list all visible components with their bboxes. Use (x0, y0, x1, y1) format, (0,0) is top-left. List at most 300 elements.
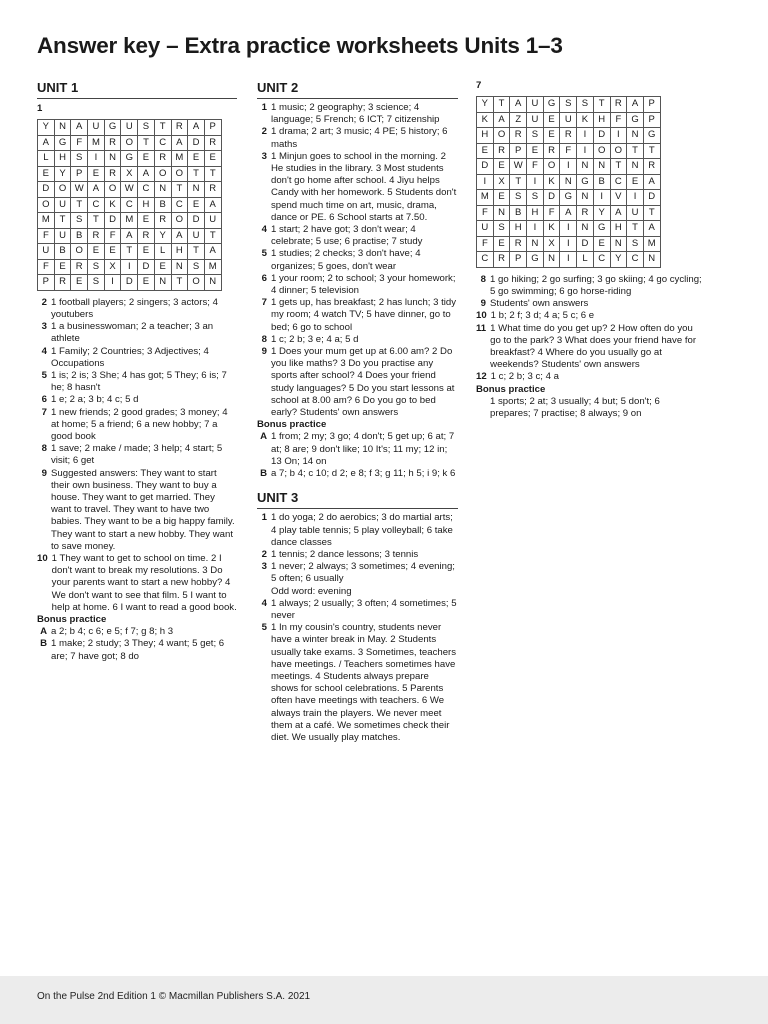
grid-cell: T (138, 135, 155, 151)
grid-cell: U (54, 228, 71, 244)
grid-cell: R (510, 128, 527, 144)
grid-cell: F (560, 143, 577, 159)
grid-cell: S (627, 236, 644, 252)
grid-cell: G (577, 174, 594, 190)
grid-cell: T (188, 166, 205, 182)
grid-cell: A (88, 182, 105, 198)
grid-cell: A (38, 135, 55, 151)
grid-cell: T (54, 213, 71, 229)
grid-cell: D (477, 159, 494, 175)
grid-cell: S (577, 97, 594, 113)
grid-cell: K (477, 112, 494, 128)
grid-cell: T (171, 182, 188, 198)
answer-item (257, 248, 458, 272)
answer-item (37, 407, 237, 444)
grid-cell: M (204, 259, 221, 275)
grid-row (38, 228, 222, 244)
grid-cell: P (71, 166, 88, 182)
grid-cell: P (643, 112, 660, 128)
grid-cell: S (560, 97, 577, 113)
answer-number: 8 (261, 333, 267, 345)
answer-number: 5 (261, 248, 267, 260)
grid-cell: N (610, 236, 627, 252)
grid-cell: H (54, 151, 71, 167)
grid-cell: O (104, 182, 121, 198)
grid-cell: E (593, 236, 610, 252)
grid-row (38, 182, 222, 198)
grid-cell: S (138, 120, 155, 136)
answer-number: 4 (41, 345, 47, 357)
grid-cell: R (543, 143, 560, 159)
answer-number: 1 (261, 512, 267, 524)
grid-cell: R (610, 97, 627, 113)
answer-number: 3 (41, 321, 47, 333)
grid-cell: R (154, 213, 171, 229)
grid-cell: B (154, 197, 171, 213)
grid-cell: M (171, 151, 188, 167)
page-header (0, 0, 768, 68)
grid-cell: F (477, 236, 494, 252)
answer-text: 1 b; 2 f; 3 d; 4 a; 5 c; 6 e (490, 310, 595, 322)
page-title: Answer key – Extra practice worksheets Units 1–3 (37, 33, 563, 58)
grid-cell: E (204, 151, 221, 167)
grid-cell: D (138, 259, 155, 275)
grid-row (38, 166, 222, 182)
grid-cell: R (510, 236, 527, 252)
grid-cell: R (104, 135, 121, 151)
grid-cell: P (510, 143, 527, 159)
grid-cell: Y (593, 205, 610, 221)
grid-cell: L (38, 151, 55, 167)
answer-number: A (260, 431, 267, 443)
answer-text: 1 studies; 2 checks; 3 don't have; 4 organizes; 5 goes, don't wear (271, 248, 421, 272)
answer-text: Students' own answers (490, 298, 589, 310)
grid-cell: B (71, 228, 88, 244)
answer-number: 7 (41, 406, 47, 418)
grid-cell: O (171, 213, 188, 229)
grid-cell: V (610, 190, 627, 206)
grid-cell: O (38, 197, 55, 213)
answer-item (37, 346, 237, 370)
grid-cell: T (71, 197, 88, 213)
grid-cell: E (493, 159, 510, 175)
answer-number: B (260, 468, 267, 480)
grid-cell: D (38, 182, 55, 198)
unit2-heading: UNIT 2 (257, 80, 458, 99)
grid-cell: D (188, 135, 205, 151)
grid-cell: A (71, 120, 88, 136)
grid-cell: E (543, 112, 560, 128)
answer-text: a 7; b 4; c 10; d 2; e 8; f 3; g 11; h 5; i 9; k 6 (271, 468, 456, 480)
grid-cell: R (88, 228, 105, 244)
grid-cell: G (527, 252, 544, 268)
grid-cell: A (560, 205, 577, 221)
answer-text: 1 tennis; 2 dance lessons; 3 tennis (271, 548, 419, 560)
grid-cell: A (171, 228, 188, 244)
answer-item (476, 371, 702, 383)
grid-cell: N (188, 182, 205, 198)
grid-cell: H (610, 221, 627, 237)
grid-cell: U (627, 205, 644, 221)
answer-item (476, 274, 702, 298)
answer-item (37, 443, 237, 467)
answer-item (257, 561, 458, 585)
answer-text: 1 gets up, has breakfast; 2 has lunch; 3 tidy my room; 4 watch TV; 5 have dinner, go to bed; 6 go to school (271, 297, 457, 333)
grid-cell: R (560, 128, 577, 144)
grid-cell: R (493, 252, 510, 268)
grid-cell: O (71, 244, 88, 260)
grid-cell: S (71, 213, 88, 229)
grid-cell: C (171, 197, 188, 213)
grid-cell: G (543, 97, 560, 113)
grid-cell: U (204, 213, 221, 229)
grid-cell: U (527, 97, 544, 113)
grid-cell: O (171, 166, 188, 182)
grid-cell: D (121, 275, 138, 291)
grid-cell: A (138, 166, 155, 182)
answer-item (257, 273, 458, 297)
grid-cell: A (610, 205, 627, 221)
answer-text: 1 never; 2 always; 3 sometimes; 4 evening; 5 often; 6 usually (271, 561, 455, 585)
grid-cell: F (543, 205, 560, 221)
grid-cell: N (577, 190, 594, 206)
answer-text: 1 new friends; 2 good grades; 3 money; 4 at home; 5 a friend; 6 a new hobby; 7 a good book (51, 406, 228, 442)
answer-item (37, 394, 237, 406)
grid-cell: B (593, 174, 610, 190)
grid-cell: N (204, 275, 221, 291)
answer-item (257, 102, 458, 126)
unit2-items (257, 102, 458, 419)
answer-number: 10 (476, 310, 487, 322)
grid-row (477, 174, 661, 190)
grid-cell: K (104, 197, 121, 213)
grid-cell: T (643, 205, 660, 221)
grid-cell: O (610, 143, 627, 159)
grid-row (477, 221, 661, 237)
unit3-items (257, 512, 458, 744)
grid-cell: E (138, 244, 155, 260)
grid-cell: N (643, 252, 660, 268)
grid-cell: I (527, 221, 544, 237)
grid-cell: N (493, 205, 510, 221)
answer-number: 7 (261, 297, 267, 309)
answer-number: 2 (261, 548, 267, 560)
grid-cell: Y (477, 97, 494, 113)
footer-copyright: On the Pulse 2nd Edition 1 © Macmillan Publishers S.A. 2021 (37, 991, 311, 1002)
grid-cell: H (477, 128, 494, 144)
grid-cell: S (188, 259, 205, 275)
grid-cell: N (171, 259, 188, 275)
grid-cell: M (38, 213, 55, 229)
grid-cell: E (493, 190, 510, 206)
unit1-heading: UNIT 1 (37, 80, 237, 99)
answer-number: 9 (41, 467, 47, 479)
grid-cell: Z (510, 112, 527, 128)
answer-item (257, 431, 458, 468)
grid-cell: I (577, 143, 594, 159)
answer-text: 1 What time do you get up? 2 How often do you go to the park? 3 What does your friend have for breakfast? 4 Where do you usually go at weekends? Students' own answers (490, 322, 697, 371)
unit1-grid-label: 1 (37, 103, 43, 114)
grid-cell: R (104, 166, 121, 182)
grid-cell: N (154, 275, 171, 291)
grid-cell: F (527, 159, 544, 175)
column-unit1 (37, 80, 237, 663)
grid-row (38, 213, 222, 229)
grid-cell: U (88, 120, 105, 136)
grid-cell: R (643, 159, 660, 175)
grid-cell: S (71, 151, 88, 167)
grid-cell: T (643, 143, 660, 159)
grid-cell: E (88, 166, 105, 182)
answer-text: 1 football players; 2 singers; 3 actors; 4 youtubers (51, 296, 218, 320)
answer-number: 5 (41, 369, 47, 381)
grid-row (38, 151, 222, 167)
grid-cell: F (477, 205, 494, 221)
grid-row (477, 159, 661, 175)
grid-cell: T (593, 97, 610, 113)
grid-cell: U (188, 228, 205, 244)
grid-cell: I (593, 190, 610, 206)
grid-row (477, 252, 661, 268)
grid-cell: R (171, 120, 188, 136)
grid-cell: R (154, 151, 171, 167)
unit1-wordsearch (37, 119, 222, 291)
answer-item (257, 468, 458, 480)
grid-cell: I (560, 236, 577, 252)
answer-item (257, 151, 458, 224)
unit3-bonus-label: Bonus practice (476, 383, 546, 395)
answer-item (257, 297, 458, 334)
grid-cell: N (577, 221, 594, 237)
answer-text: 1 start; 2 have got; 3 don't wear; 4 celebrate; 5 use; 6 practise; 7 study (271, 224, 423, 248)
answer-text: 1 do yoga; 2 do aerobics; 3 do martial arts; 4 play table tennis; 5 play volleyball; 6 take dance classes (271, 512, 453, 548)
grid-cell: B (510, 205, 527, 221)
answer-text: 1 Family; 2 Countries; 3 Adjectives; 4 Occupations (51, 345, 209, 369)
answer-item (37, 626, 237, 638)
answer-item (257, 224, 458, 248)
answer-number: 12 (476, 371, 487, 383)
grid-cell: I (560, 221, 577, 237)
grid-row (477, 190, 661, 206)
answer-text: 1 from; 2 my; 3 go; 4 don't; 5 get up; 6 at; 7 at; 8 are; 9 don't like; 10 It's; 11 my; 12 in; 13 On; 14 on (271, 431, 455, 467)
answer-item (257, 126, 458, 150)
grid-cell: E (627, 174, 644, 190)
answer-text: 1 always; 2 usually; 3 often; 4 sometimes; 5 never (271, 597, 457, 621)
grid-cell: D (188, 213, 205, 229)
grid-cell: E (188, 197, 205, 213)
answer-text: 1 e; 2 a; 3 b; 4 c; 5 d (51, 394, 139, 406)
grid-cell: O (54, 182, 71, 198)
grid-cell: G (560, 190, 577, 206)
answer-number: 11 (476, 322, 487, 334)
grid-cell: E (527, 143, 544, 159)
grid-cell: N (627, 128, 644, 144)
answer-item (37, 553, 237, 614)
grid-cell: Y (54, 166, 71, 182)
grid-cell: R (54, 275, 71, 291)
unit1-items (37, 297, 237, 614)
answer-text: 1 c; 2 b; 3 e; 4 a; 5 d (271, 333, 359, 345)
grid-cell: N (577, 159, 594, 175)
grid-row (38, 275, 222, 291)
grid-cell: C (477, 252, 494, 268)
grid-row (477, 128, 661, 144)
grid-cell: O (121, 135, 138, 151)
answer-number: 3 (261, 150, 267, 162)
grid-cell: I (527, 174, 544, 190)
grid-cell: E (154, 259, 171, 275)
grid-cell: E (138, 275, 155, 291)
grid-cell: X (493, 174, 510, 190)
grid-cell: A (510, 97, 527, 113)
grid-cell: T (188, 244, 205, 260)
grid-cell: R (577, 205, 594, 221)
unit3-bonus (476, 396, 702, 420)
grid-cell: U (527, 112, 544, 128)
grid-cell: L (577, 252, 594, 268)
grid-cell: A (627, 97, 644, 113)
answer-item (257, 598, 458, 622)
grid-cell: T (204, 166, 221, 182)
grid-cell: R (138, 228, 155, 244)
grid-cell: A (643, 174, 660, 190)
grid-cell: C (88, 197, 105, 213)
grid-cell: H (510, 221, 527, 237)
grid-cell: R (493, 143, 510, 159)
grid-cell: I (577, 128, 594, 144)
grid-cell: O (493, 128, 510, 144)
grid-cell: T (610, 159, 627, 175)
grid-cell: S (88, 275, 105, 291)
answer-item (37, 638, 237, 662)
answer-number: A (40, 626, 47, 638)
grid-cell: G (121, 151, 138, 167)
grid-cell: G (104, 120, 121, 136)
grid-cell: C (610, 174, 627, 190)
answer-number: 2 (261, 126, 267, 138)
grid-cell: T (204, 228, 221, 244)
answer-number: B (40, 638, 47, 650)
grid-cell: X (104, 259, 121, 275)
grid-cell: X (121, 166, 138, 182)
grid-cell: Y (610, 252, 627, 268)
grid-cell: G (54, 135, 71, 151)
grid-row (477, 112, 661, 128)
answer-text: 1 In my cousin's country, students never have a winter break in May. 2 Students usually take exams. 3 Sometimes, teachers have meetings. / Teachers sometimes have meetings. 4 Students always prepare shows for school celebrations. 5 Parents often have meetings with teachers. 6 We always train the players. We never meet them at a café. We sometimes check their diet. We usually play matches. (271, 622, 457, 743)
answer-text: Suggested answers: They want to start their own business. They want to buy a house. They want to get married. They want to travel. They want to have two babies. They want to be a big happy family. They want to start a new hobby. They want to save money. (51, 467, 235, 552)
grid-cell: I (627, 190, 644, 206)
answer-number: 4 (261, 224, 267, 236)
grid-cell: O (154, 166, 171, 182)
grid-cell: W (121, 182, 138, 198)
grid-cell: E (54, 259, 71, 275)
answer-item (257, 622, 458, 744)
answer-text: 1 go hiking; 2 go surfing; 3 go skiing; 4 go cycling; 5 go swimming; 6 go horse-riding (490, 273, 702, 297)
grid-cell: O (188, 275, 205, 291)
grid-cell: N (627, 159, 644, 175)
grid-row (477, 143, 661, 159)
grid-cell: N (593, 159, 610, 175)
answer-number: 9 (261, 346, 267, 358)
grid-cell: Y (154, 228, 171, 244)
grid-row (38, 135, 222, 151)
unit3-wordsearch (476, 96, 661, 268)
grid-cell: N (560, 174, 577, 190)
grid-cell: O (543, 159, 560, 175)
grid-cell: P (643, 97, 660, 113)
answer-item (37, 370, 237, 394)
grid-cell: C (121, 197, 138, 213)
answer-number: 10 (37, 552, 48, 564)
answer-text: a 2; b 4; c 6; e 5; f 7; g 8; h 3 (51, 626, 174, 638)
grid-cell: S (510, 190, 527, 206)
answer-text: 1 your room; 2 to school; 3 your homework; 4 dinner; 5 television (271, 272, 456, 297)
answer-item (37, 297, 237, 321)
grid-cell: N (543, 252, 560, 268)
grid-row (38, 120, 222, 136)
grid-cell: P (38, 275, 55, 291)
unit2-bonus-label: Bonus practice (257, 419, 327, 431)
grid-cell: K (543, 174, 560, 190)
grid-cell: E (188, 151, 205, 167)
answer-item (257, 334, 458, 346)
grid-cell: X (543, 236, 560, 252)
grid-cell: D (643, 190, 660, 206)
answer-number (257, 586, 271, 598)
grid-cell: A (493, 112, 510, 128)
unit3-grid-label: 7 (476, 80, 482, 91)
answer-text: 1 make; 2 study; 3 They; 4 want; 5 get; 6 are; 7 have got; 8 do (51, 638, 225, 662)
grid-cell: I (560, 159, 577, 175)
grid-row (477, 236, 661, 252)
grid-cell: E (138, 151, 155, 167)
grid-cell: O (593, 143, 610, 159)
grid-cell: G (627, 112, 644, 128)
grid-cell: N (154, 182, 171, 198)
grid-cell: T (154, 120, 171, 136)
grid-cell: F (38, 259, 55, 275)
answer-item (476, 396, 702, 420)
answer-number: 6 (261, 272, 267, 284)
grid-cell: C (627, 252, 644, 268)
grid-cell: C (593, 252, 610, 268)
unit1-bonus-label: Bonus practice (37, 613, 107, 625)
grid-cell: M (121, 213, 138, 229)
grid-cell: A (204, 244, 221, 260)
grid-cell: A (121, 228, 138, 244)
answer-text: 1 drama; 2 art; 3 music; 4 PE; 5 history; 6 maths (271, 126, 448, 150)
grid-cell: A (171, 135, 188, 151)
unit3-heading: UNIT 3 (257, 490, 458, 509)
grid-cell: I (477, 174, 494, 190)
unit2-bonus (257, 431, 458, 480)
answer-number: 2 (41, 296, 47, 308)
grid-cell: D (543, 190, 560, 206)
answer-item (257, 512, 458, 549)
grid-cell: I (121, 259, 138, 275)
unit3-right-items (476, 274, 702, 384)
grid-cell: G (593, 221, 610, 237)
answer-text: 1 save; 2 make / made; 3 help; 4 start; 5 visit; 6 get (51, 443, 223, 467)
column-unit3-continued (476, 80, 702, 420)
grid-cell: H (593, 112, 610, 128)
grid-cell: S (493, 221, 510, 237)
answer-item (37, 321, 237, 345)
grid-row (38, 244, 222, 260)
grid-cell: I (610, 128, 627, 144)
grid-row (38, 259, 222, 275)
answer-item (257, 549, 458, 561)
